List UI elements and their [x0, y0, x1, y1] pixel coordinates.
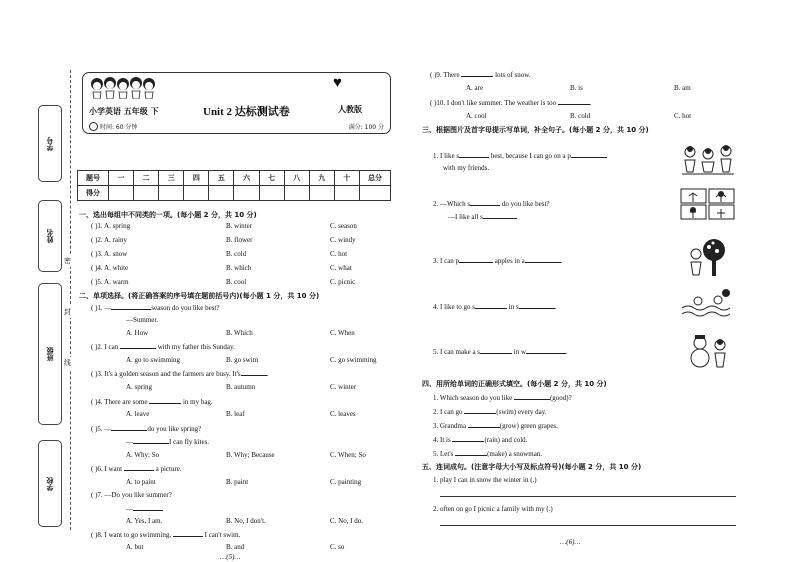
- s2-q6: [91, 464, 182, 473]
- s2-q10-stem: ( )10. I don't like summer. The weather is too: [430, 99, 557, 107]
- s1-q5-c: C. picnic: [330, 278, 356, 286]
- s1-q4: ( )4. A. white: [91, 264, 129, 272]
- s2-q4-option-a: A. leave: [126, 410, 150, 418]
- time-limit: [89, 122, 137, 131]
- score-table-score-row: [78, 186, 391, 201]
- section-2-title: 二、单项选择。(将正确答案的序号填在题前括号内)(每小题 1 分，共 10 分): [79, 292, 320, 300]
- s3-q2-stem: 2. —Which s: [433, 200, 471, 208]
- section-3-title: 三、根据图片及首字母提示写单词，补全句子。(每小题 2 分，共 10 分): [422, 126, 649, 134]
- score-cell: 四: [184, 171, 209, 186]
- s2-q5-dash: —: [126, 438, 133, 446]
- s2-q4-stem-end: in my bag.: [182, 398, 213, 406]
- score-row-label: 得分: [78, 186, 109, 201]
- s2-q5-reply: [126, 437, 209, 446]
- s2-q5-option-c: C. When; So: [330, 451, 366, 459]
- s2-q5-stem-end: do you like spring?: [147, 425, 202, 433]
- s5-q2-answer-line[interactable]: [440, 525, 736, 526]
- class-box: [38, 283, 62, 425]
- s1-q1-b: B. winter: [226, 222, 253, 230]
- s2-q9-option-a: A. are: [466, 84, 484, 92]
- s4-q4-stem: 4. It is: [433, 436, 451, 444]
- student-number-label: 学号: [46, 136, 54, 151]
- score-cell: 六: [234, 171, 259, 186]
- score-table-header-row: [78, 171, 391, 186]
- page-number-right: …(6)…: [560, 538, 581, 546]
- s2-q2-option-a: A. go to swimming: [126, 356, 181, 364]
- s1-q3: ( )3. A. snow: [91, 250, 128, 258]
- s5-q1-answer-line[interactable]: [440, 496, 736, 497]
- seal-char-xian: 线: [64, 359, 71, 367]
- s2-q2-stem: ( )2. I can: [91, 343, 119, 351]
- s2-q3-option-b: B. autumn: [226, 383, 256, 391]
- s2-q4-stem: ( )4. There are some: [91, 398, 148, 406]
- s2-q6-option-b: B. paint: [226, 478, 249, 486]
- answer-blank[interactable]: [173, 530, 203, 537]
- s1-q5: ( )5. A. warm: [91, 278, 129, 286]
- school-box: [38, 440, 62, 527]
- s2-q4-option-b: B. leaf: [226, 410, 245, 418]
- answer-blank[interactable]: [519, 302, 555, 309]
- s4-q4: [433, 435, 527, 444]
- s4-q2: [433, 407, 547, 416]
- s2-q5-option-a: A. Why; So: [126, 451, 160, 459]
- s2-q7-option-b: B. No, I don't.: [226, 517, 266, 525]
- answer-blank[interactable]: [525, 256, 561, 263]
- answer-blank[interactable]: [124, 464, 154, 471]
- s2-q1-stem-end: season do you like best?: [151, 304, 220, 312]
- score-cell: 三: [159, 171, 184, 186]
- s3-q5-stem-end: in w: [513, 348, 527, 356]
- s2-q7: ( )7. —Do you like summer?: [91, 491, 172, 499]
- student-number-box: [38, 105, 62, 182]
- answer-blank[interactable]: [241, 369, 267, 376]
- s4-q5-hint: (make) a snowman.: [487, 450, 543, 458]
- answer-blank[interactable]: [514, 393, 550, 400]
- answer-blank[interactable]: [464, 407, 496, 414]
- s2-q3: ( )3. It's a golden season and the farmers are busy. It's .: [91, 370, 269, 378]
- s2-q2-stem-end: with my father this Sunday.: [157, 343, 235, 351]
- s2-q4-option-c: C. leaves: [330, 410, 356, 418]
- s5-q1: 1. play I can in snow the winter in (.): [433, 476, 537, 484]
- score-cell: 八: [284, 171, 309, 186]
- answer-blank[interactable]: [459, 151, 489, 158]
- s3-q1: [433, 151, 607, 160]
- s3-q1-stem: 1. I like s: [433, 152, 460, 160]
- answer-blank[interactable]: [475, 302, 507, 309]
- s2-q9-option-c: B. am: [674, 84, 691, 92]
- score-cell: 七: [259, 171, 284, 186]
- score-input-cell[interactable]: [134, 186, 159, 201]
- score-cell: 二: [134, 171, 159, 186]
- answer-blank[interactable]: [111, 424, 147, 431]
- answer-blank[interactable]: [111, 303, 151, 310]
- s2-q6-option-c: C. painting: [330, 478, 362, 486]
- heart-icon: ♥: [333, 75, 342, 91]
- s3-q2-reply: [448, 212, 517, 221]
- s2-q2: [91, 342, 235, 351]
- s2-q5: [91, 424, 201, 433]
- s2-q9-stem-end: lots of snow.: [495, 71, 531, 79]
- s2-q1-stem: ( )1. —: [91, 304, 112, 312]
- s2-q8-stem-end: I can't swim.: [204, 531, 241, 539]
- s2-q3-option-a: A. spring: [126, 383, 153, 391]
- s1-q2: ( )2. A. rainy: [91, 236, 127, 244]
- s4-q1-hint: (good)?: [549, 394, 572, 402]
- s2-q1-option-a: A. How: [126, 329, 149, 337]
- score-input-cell[interactable]: [259, 186, 284, 201]
- s2-q6-stem-end: a picture.: [155, 465, 182, 473]
- score-input-cell[interactable]: [360, 186, 391, 201]
- school-label: 学校: [46, 476, 54, 491]
- s2-q10-option-a: A. cool: [466, 112, 487, 120]
- s1-q2-b: B. flower: [226, 236, 253, 244]
- s2-q7-option-a: A. Yes, I am.: [126, 517, 163, 525]
- page-number-left: …(5)…: [220, 553, 241, 561]
- s3-q1-stem-mid: best, because I can go on a p: [490, 152, 571, 160]
- s3-q5: 5. I can make a s in w .: [433, 348, 568, 356]
- time-text: 时间: 60 分钟: [100, 124, 138, 131]
- s3-q5-stem: 5. I can make a s: [433, 348, 481, 356]
- answer-blank[interactable]: [571, 151, 607, 158]
- s2-q9-stem: ( )9. There: [430, 71, 460, 79]
- s1-q2-c: C. windy: [330, 236, 356, 244]
- s3-q4-stem: 4. I like to go s: [433, 303, 475, 311]
- page-number-right-value: 6: [568, 538, 573, 546]
- s2-q8-stem: ( )8. I want to go swimming,: [91, 531, 172, 539]
- snowman-illustration: [684, 333, 732, 369]
- s1-q3-c: C. hot: [330, 250, 348, 258]
- score-cell: 一: [109, 171, 134, 186]
- s2-q1-option-b: B. Which: [226, 329, 253, 337]
- s2-q10-option-c: C. hot: [674, 112, 692, 120]
- score-cell: 五: [209, 171, 234, 186]
- clock-icon: [89, 122, 98, 131]
- score-input-cell[interactable]: [309, 186, 334, 201]
- s4-q1-stem: 1. Which season do you like: [433, 394, 513, 402]
- s1-q3-b: B. cold: [226, 250, 247, 258]
- s1-q1-c: C. season: [330, 222, 357, 230]
- s2-q5-option-b: B. Why; Because: [226, 451, 275, 459]
- s1-q4-b: B. which: [226, 264, 252, 272]
- s4-q1: [433, 393, 572, 402]
- answer-blank[interactable]: [459, 256, 493, 263]
- name-box: [38, 200, 62, 272]
- answer-blank[interactable]: [470, 199, 500, 206]
- s2-q2-option-c: C. go swimming: [330, 356, 377, 364]
- answer-blank[interactable]: [455, 449, 487, 456]
- s2-q6-stem: ( )6. I want: [91, 465, 123, 473]
- s1-q1: ( )1. A. spring: [91, 222, 131, 230]
- s2-q1: [91, 303, 219, 312]
- answer-blank[interactable]: [133, 437, 169, 444]
- s4-q5: [433, 449, 542, 458]
- s4-q3-hint: (grow) green grapes.: [499, 422, 558, 430]
- score-input-cell[interactable]: [234, 186, 259, 201]
- seal-char-feng: 封: [64, 308, 71, 316]
- score-cell: 十: [334, 171, 359, 186]
- s1-q5-b: B. cool: [226, 278, 247, 286]
- s4-q2-hint: (swim) every day.: [496, 408, 547, 416]
- answer-blank[interactable]: [120, 342, 156, 349]
- answer-blank[interactable]: [558, 98, 590, 105]
- s3-q4: 4. I like to go s in s .: [433, 303, 557, 311]
- picnic-illustration: [680, 142, 736, 176]
- s2-q7-reply: [126, 504, 163, 513]
- s2-q5-reply-end: I can fly kites.: [169, 438, 210, 446]
- s2-q9-option-b: B. is: [570, 84, 583, 92]
- s2-q7-option-c: C. No, I do.: [330, 517, 364, 525]
- swimming-sea-illustration: [680, 288, 736, 320]
- score-input-cell[interactable]: [284, 186, 309, 201]
- score-input-cell[interactable]: [109, 186, 134, 201]
- s3-q4-stem-end: in s: [508, 303, 519, 311]
- s4-q2-stem: 2. I can go: [433, 408, 463, 416]
- s2-q6-option-a: A. to paint: [126, 478, 156, 486]
- s2-q5-stem: ( )5. —: [91, 425, 112, 433]
- answer-blank[interactable]: [468, 421, 500, 428]
- s3-q2: [433, 199, 550, 208]
- score-input-cell[interactable]: [334, 186, 359, 201]
- answer-blank[interactable]: [149, 397, 181, 404]
- s5-q2: 2. often on go I picnic a family with my (.): [433, 505, 553, 513]
- children-illustration: [89, 75, 159, 99]
- page-number-left-value: 5: [228, 553, 233, 561]
- s2-q9: [430, 70, 531, 79]
- name-label: 姓名: [46, 229, 54, 243]
- exam-header: [82, 72, 391, 134]
- seasons-illustration: [680, 188, 736, 220]
- s1-q4-c: C. what: [330, 264, 352, 272]
- score-input-cell[interactable]: [159, 186, 184, 201]
- binding-line: [70, 70, 71, 530]
- s2-q7-dash: —: [126, 505, 133, 513]
- score-cell: 九: [309, 171, 334, 186]
- section-1-title: 一、选出每组中不同类的一项。(每小题 2 分，共 10 分): [79, 211, 257, 219]
- seal-char-mi: 密: [64, 257, 71, 265]
- s2-q8: [91, 530, 240, 539]
- s3-q3-stem-end: apples in a: [494, 257, 525, 265]
- answer-blank[interactable]: [461, 70, 493, 77]
- s3-q3: 3. I can p apples in a .: [433, 257, 563, 265]
- s4-q3: [433, 421, 558, 430]
- full-score: 满分: 100 分: [348, 124, 384, 131]
- section-4-title: 四、用所给单词的正确形式填空。(每小题 2 分，共 10 分): [422, 380, 607, 388]
- s4-q4-hint: (rain) and cold.: [484, 436, 528, 444]
- s2-q1-option-c: C. When: [330, 329, 355, 337]
- s3-q1-stem-end: with my friends.: [443, 164, 490, 172]
- answer-blank[interactable]: [526, 347, 566, 354]
- score-table: [77, 170, 391, 201]
- s3-q2-stem-end: do you like best?: [501, 200, 550, 208]
- s3-q2-reply-text: —I like all s: [448, 213, 483, 221]
- s4-q5-stem: 5. Let's: [433, 450, 454, 458]
- publisher-label: 人教版: [338, 105, 362, 114]
- answer-blank[interactable]: [452, 435, 484, 442]
- s2-q4: [91, 397, 213, 406]
- apple-tree-illustration: [684, 238, 732, 278]
- score-input-cell[interactable]: [209, 186, 234, 201]
- s2-q8-option-a: A. but: [126, 543, 144, 551]
- page-title: Unit 2 达标测试卷: [203, 106, 290, 118]
- score-input-cell[interactable]: [184, 186, 209, 201]
- s3-q3-stem: 3. I can p: [433, 257, 460, 265]
- s2-q10: ( )10. I don't like summer. The weather is too .: [430, 99, 592, 107]
- section-5-title: 五、连词成句。(注意字母大小写及标点符号)(每小题 2 分，共 10 分): [422, 463, 642, 471]
- s2-q2-option-b: B. go swim: [226, 356, 259, 364]
- s2-q1-reply: —Summer.: [126, 316, 159, 324]
- s2-q8-option-c: C. so: [330, 543, 345, 551]
- answer-blank[interactable]: [480, 347, 512, 354]
- score-cell: 题号: [78, 171, 109, 186]
- s4-q3-stem: 3. Grandma: [433, 422, 467, 430]
- s2-q3-option-c: C. winter: [330, 383, 357, 391]
- score-cell: 总分: [360, 171, 391, 186]
- s2-q3-stem: ( )3. It's a golden season and the farmers are busy. It's: [91, 370, 241, 378]
- s2-q8-option-b: B. and: [226, 543, 245, 551]
- s2-q10-option-b: B. cold: [570, 112, 591, 120]
- answer-blank[interactable]: [133, 504, 163, 511]
- subject-label: 小学英语 五年级 下: [89, 107, 159, 116]
- class-label: 班级: [46, 347, 54, 361]
- answer-blank[interactable]: [483, 212, 517, 219]
